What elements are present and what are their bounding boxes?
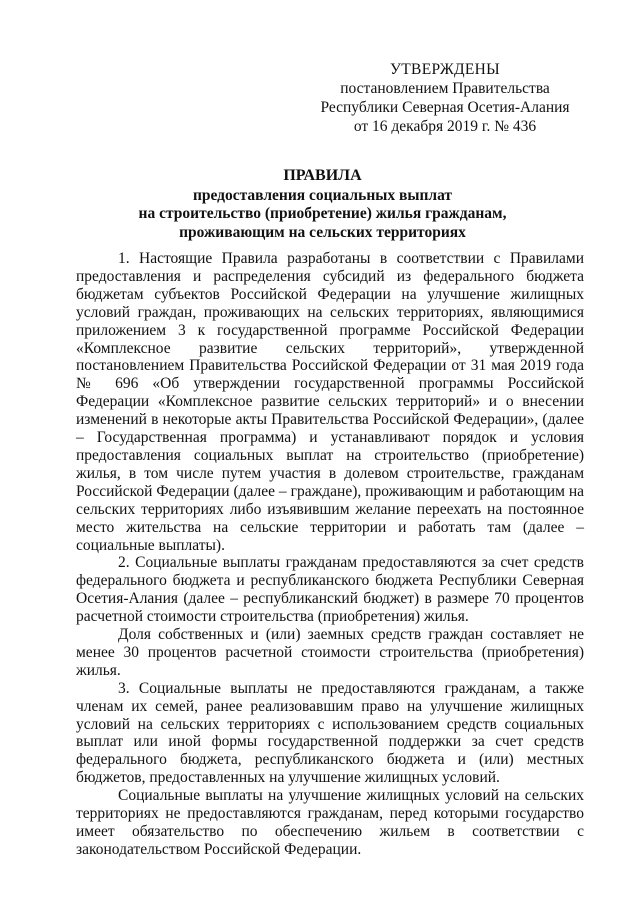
paragraph-2: 2. Социальные выплаты гражданам предоставляются за счет средств федерального бюджета и республиканского бюджета Республики Северная Осетия-Алания (далее – республиканский бюджет) в размере 70 процентов расчетной стоимости строительства (приобретения) жилья. bbox=[76, 554, 584, 626]
document-heading bbox=[60, 167, 585, 242]
paragraph-3: Доля собственных и (или) заемных средств граждан составляет не менее 30 процентов расчетной стоимости строительства (приобретения) жилья. bbox=[76, 626, 584, 679]
approval-line-2: Республики Северная Осетия-Алания bbox=[320, 99, 570, 116]
paragraph-5: Социальные выплаты на улучшение жилищных условий на сельских территориях не предоставляются гражданам, перед которыми государство имеет обязательство по обеспечению жильем в соответствии с законодательством Российской Федерации. bbox=[76, 787, 584, 858]
paragraph-1: 1. Настоящие Правила разработаны в соответствии с Правилами предоставления и распределения субсидий из федерального бюджета бюджетам субъектов Российской Федерации на улучшение жилищных условий граждан, проживающих на сельских территориях, являющимися приложением 3 к государственной программе Российской Федерации «Комплексное развитие сельских территорий», утвержденной постановлением Правительства Российской Федерации от 31 мая 2019 года № 696 «Об утверждении государственной программы Российской Федерации «Комплексное развитие сельских территорий» и о внесении изменений в некоторые акты Правительства Российской Федерации», (далее – Государственная программа) и устанавливают порядок и условия предоставления социальных выплат на строительство (приобретение) жилья, в том числе путем участия в долевом строительстве, гражданам Российской Федерации (далее – граждане), проживающим и работающим на сельских территориях либо изъявившим желание переехать на постоянное место жительства на сельские территории и работать там (далее – социальные выплаты). bbox=[76, 250, 584, 554]
document-subtitle-line-2: на строительство (приобретение) жилья гражданам, bbox=[138, 205, 507, 222]
approval-title: УТВЕРЖДЕНЫ bbox=[390, 61, 500, 78]
approval-line-3: от 16 декабря 2019 г. № 436 bbox=[353, 118, 537, 135]
approval-block bbox=[300, 60, 590, 136]
document-title: ПРАВИЛА bbox=[283, 167, 362, 184]
document-subtitle-line-3: проживающим на сельских территориях bbox=[179, 223, 466, 241]
document-body bbox=[76, 250, 584, 859]
approval-line-1: постановлением Правительства bbox=[340, 80, 550, 97]
document-subtitle-line-1: предоставления социальных выплат bbox=[192, 186, 453, 204]
paragraph-4: 3. Социальные выплаты не предоставляются гражданам, а также членам их семей, ранее реализовавшим право на улучшение жилищных условий на сельских территориях с использованием средств социальных выплат или иной формы государственной поддержки за счет средств федерального бюджета, республиканского бюджета и (или) местных бюджетов, предоставленных на улучшение жилищных условий. bbox=[76, 679, 584, 787]
